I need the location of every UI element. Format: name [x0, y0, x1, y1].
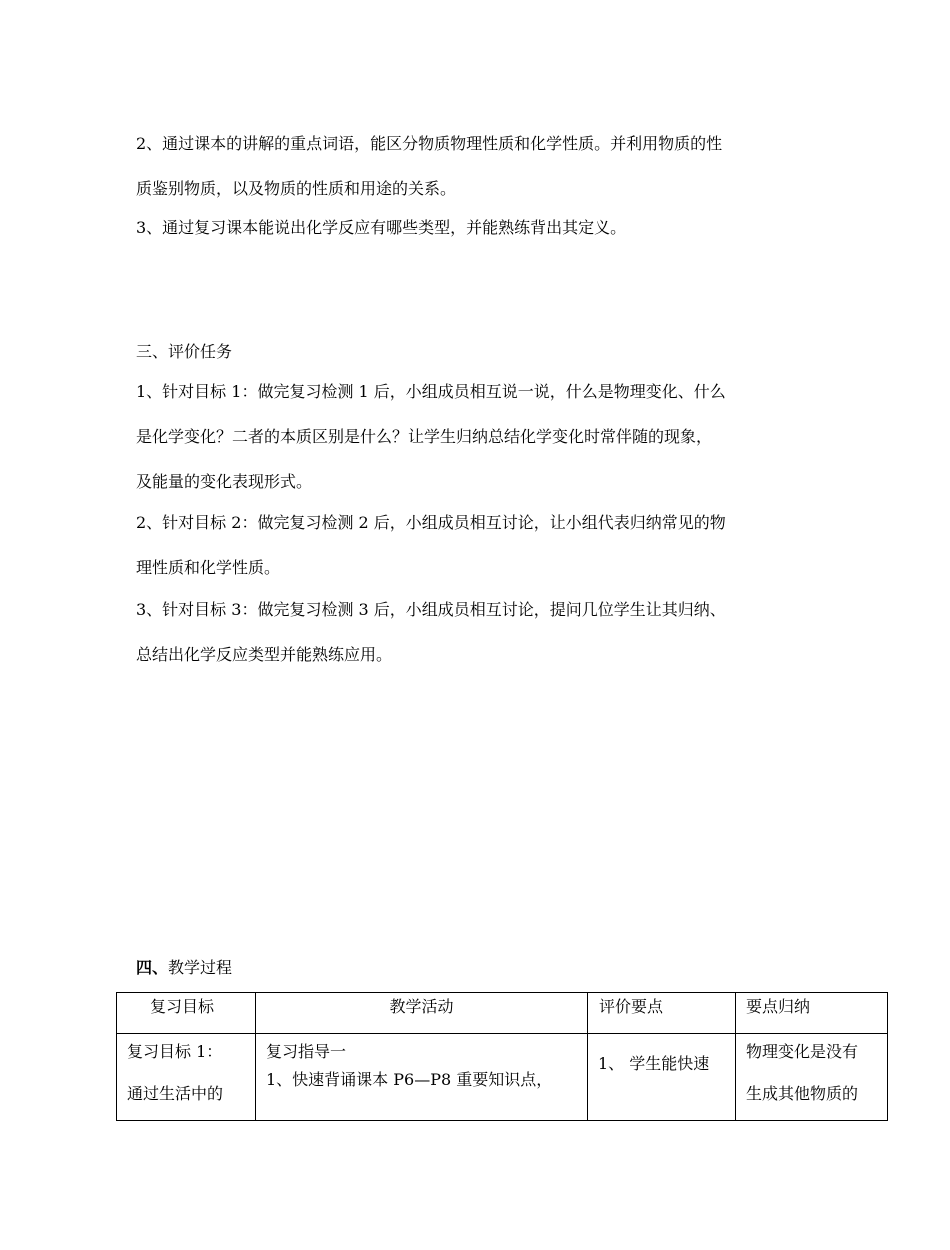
cell-goal-line-1: 复习目标 1：: [127, 1042, 223, 1061]
task-2-line-2: 理性质和化学性质。: [136, 558, 281, 577]
task-1-line-3: 及能量的变化表现形式。: [136, 472, 313, 491]
table-header-row: [117, 993, 888, 1034]
cell-eval-line-1: 1、 学生能快速: [598, 1054, 710, 1073]
header-eval: 评价要点: [588, 993, 736, 1034]
header-goal: 复习目标: [117, 993, 256, 1034]
cell-activity-line-2: 1、快速背诵课本 P6—P8 重要知识点，: [266, 1070, 553, 1089]
teaching-process-table: [116, 992, 888, 1121]
cell-summary-line-2: 生成其他物质的: [746, 1084, 859, 1103]
cell-goal: [117, 1034, 256, 1121]
table-row: [117, 1034, 888, 1121]
cell-summary-line-1: 物理变化是没有: [746, 1042, 859, 1061]
cell-activity-line-1: 复习指导一: [266, 1042, 347, 1061]
goal-3-line: 3、通过复习课本能说出化学反应有哪些类型，并能熟练背出其定义。: [136, 218, 627, 237]
task-2-line-1: 2、针对目标 2：做完复习检测 2 后，小组成员相互讨论，让小组代表归纳常见的物: [136, 513, 726, 532]
header-summary: 要点归纳: [736, 993, 888, 1034]
task-1-line-1: 1、针对目标 1：做完复习检测 1 后，小组成员相互说一说，什么是物理变化、什么: [136, 382, 726, 401]
cell-eval: [588, 1034, 736, 1121]
goal-2-line-1: 2、通过课本的讲解的重点词语，能区分物质物理性质和化学性质。并利用物质的性: [136, 134, 723, 153]
cell-goal-line-2: 通过生活中的: [127, 1084, 224, 1103]
task-1-line-2: 是化学变化？二者的本质区别是什么？让学生归纳总结化学变化时常伴随的现象，: [136, 427, 713, 446]
section-4-number: 四、: [136, 958, 169, 977]
section-4-label: 教学过程: [168, 958, 233, 977]
section-4-title: [136, 958, 232, 978]
goal-2-line-2: 质鉴别物质，以及物质的性质和用途的关系。: [136, 179, 457, 198]
cell-activity: [256, 1034, 588, 1121]
section-3-title: 三、评价任务: [136, 342, 233, 361]
task-3-line-2: 总结出化学反应类型并能熟练应用。: [136, 645, 393, 664]
header-activity: 教学活动: [256, 993, 588, 1034]
cell-summary: [736, 1034, 888, 1121]
task-3-line-1: 3、针对目标 3：做完复习检测 3 后，小组成员相互讨论，提问几位学生让其归纳、: [136, 600, 726, 619]
